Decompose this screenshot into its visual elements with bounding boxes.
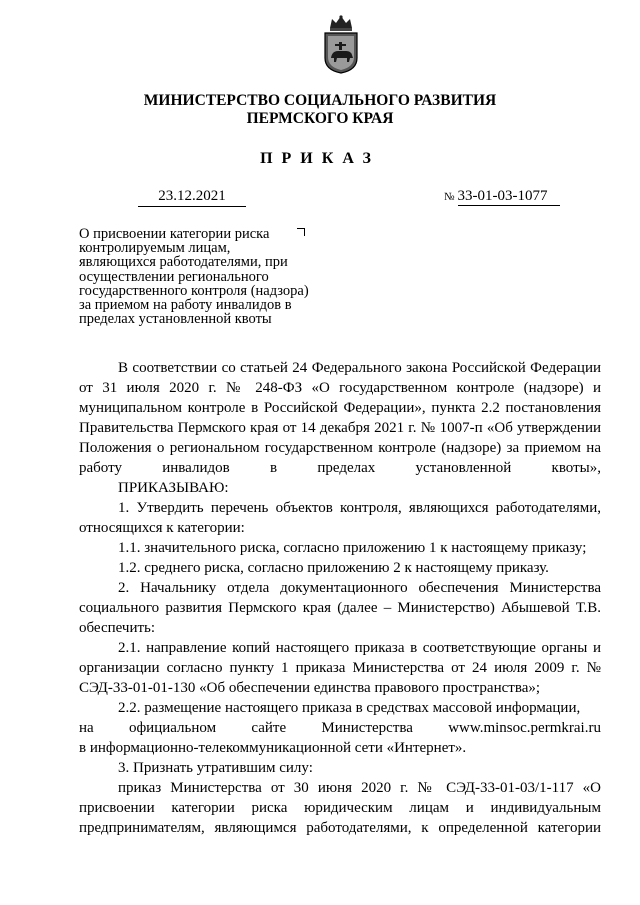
item-2: 2. Начальнику отдела документационного обеспечения Министерства социального развития Пермского края (далее – Министерство) Абышевой Т.В. обеспечить: [79, 580, 601, 636]
order-word: ПРИКАЗЫВАЮ: [118, 480, 229, 496]
ministry-name-line1: МИНИСТЕРСТВО СОЦИАЛЬНОГО РАЗВИТИЯ [143, 92, 497, 109]
item-3: 3. Признать утратившим силу: [118, 760, 313, 776]
document-subject: О присвоении категории риска контролируемым лицам, являющихся работодателями, при осуществлении регионального государственного контроля (надзора) за приемом на работу инвалидов в пределах установленной квоты [79, 226, 309, 328]
item-2-2-word: Министерства [321, 720, 413, 736]
document-number: 33-01-03-1077 [458, 188, 560, 206]
document-type-title: ПРИКАЗ [260, 150, 380, 167]
item-2-2-line1: 2.2. размещение настоящего приказа в средствах массовой информации, [118, 700, 581, 716]
item-2-2-line3: в информационно-телекоммуникационной сети «Интернет». [79, 740, 467, 756]
item-1: 1. Утвердить перечень объектов контроля, являющихся работодателями, относящихся к категории: [79, 500, 601, 536]
ministry-name-line2: ПЕРМСКОГО КРАЯ [246, 110, 394, 127]
item-2-2-line2 [79, 718, 601, 738]
item-1-2: 1.2. среднего риска, согласно приложению 2 к настоящему приказу. [118, 560, 549, 576]
item-3-text: приказ Министерства от 30 июня 2020 г. № СЭД-33-01-03/1-117 «О присвоении категории риска юридическим лицам и индивидуальным предпринимателям, являющимся работодателями, к определенной категории [79, 780, 601, 836]
intro-paragraph: В соответствии со статьей 24 Федерального закона Российской Федерации от 31 июля 2020 г. № 248-ФЗ «О государственном контроле (надзоре) и муниципальном контроле в Российской Федерации», пункта 2.2 постановления Правительства Пермского края от 14 декабря 2021 г. № 1007-п «Об утверждении Положения о региональном государственном контроле (надзоре) за приемом на работу инвалидов в пределах установленной квоты», [79, 360, 601, 476]
item-1-1: 1.1. значительного риска, согласно приложению 1 к настоящему приказу; [118, 540, 587, 556]
document-date: 23.12.2021 [138, 188, 246, 207]
document-number-block [444, 188, 560, 205]
website-link[interactable]: www.minsoc.permkrai.ru [448, 720, 601, 736]
number-sign: № [444, 191, 455, 203]
item-2-2-word: на [79, 720, 94, 736]
item-2-2-word: официальном [128, 720, 217, 736]
item-2-1: 2.1. направление копий настоящего приказа в соответствующие органы и организации согласно пункту 1 приказа Министерства от 24 июля 2009 г. № СЭД-33-01-01-130 «Об обеспечении единства правового пространства»; [79, 640, 601, 696]
document-body [79, 358, 601, 838]
item-2-2-word: сайте [251, 720, 287, 736]
coat-of-arms-emblem [322, 14, 360, 74]
